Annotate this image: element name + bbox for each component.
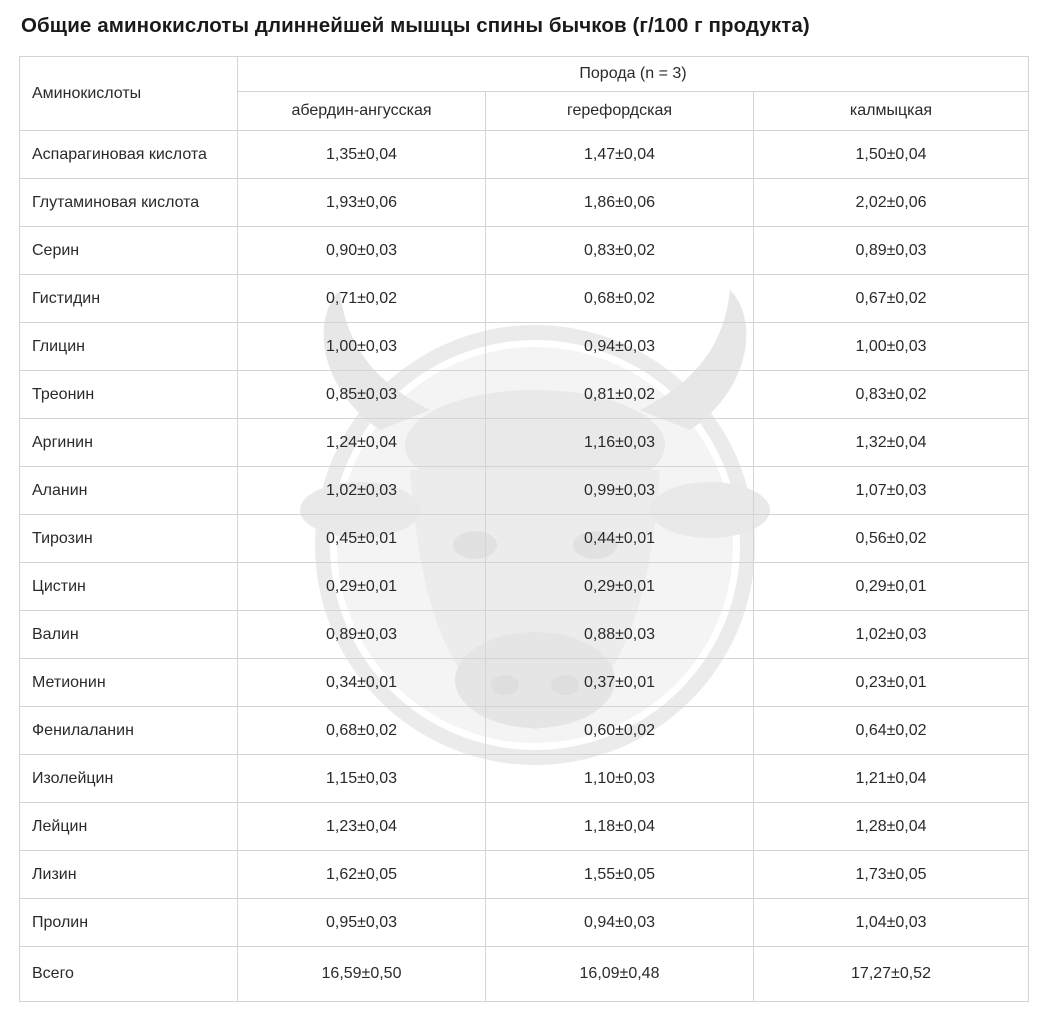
table-row	[20, 659, 1029, 707]
table-row	[20, 275, 1029, 323]
value-kalmyk: 1,02±0,03	[754, 611, 1029, 659]
amino-acid-name: Треонин	[20, 371, 238, 419]
value-kalmyk: 1,32±0,04	[754, 419, 1029, 467]
amino-acid-name: Глутаминовая кислота	[20, 179, 238, 227]
value-aberdeen-angus: 0,34±0,01	[238, 659, 486, 707]
value-aberdeen-angus: 0,68±0,02	[238, 707, 486, 755]
value-kalmyk: 0,89±0,03	[754, 227, 1029, 275]
amino-acid-name: Серин	[20, 227, 238, 275]
value-hereford: 1,86±0,06	[486, 179, 754, 227]
value-hereford: 0,88±0,03	[486, 611, 754, 659]
value-hereford: 0,83±0,02	[486, 227, 754, 275]
value-hereford: 0,94±0,03	[486, 323, 754, 371]
table-row	[20, 515, 1029, 563]
value-hereford: 1,47±0,04	[486, 131, 754, 179]
table-row	[20, 371, 1029, 419]
amino-acid-name: Метионин	[20, 659, 238, 707]
table-header-row	[20, 57, 1029, 92]
value-aberdeen-angus: 16,59±0,50	[238, 947, 486, 1002]
amino-acid-name: Цистин	[20, 563, 238, 611]
value-kalmyk: 0,29±0,01	[754, 563, 1029, 611]
amino-acid-name: Гистидин	[20, 275, 238, 323]
value-kalmyk: 1,21±0,04	[754, 755, 1029, 803]
amino-acid-name: Глицин	[20, 323, 238, 371]
value-kalmyk: 1,07±0,03	[754, 467, 1029, 515]
value-hereford: 0,37±0,01	[486, 659, 754, 707]
value-aberdeen-angus: 0,85±0,03	[238, 371, 486, 419]
value-kalmyk: 0,83±0,02	[754, 371, 1029, 419]
amino-acid-name: Валин	[20, 611, 238, 659]
value-aberdeen-angus: 1,35±0,04	[238, 131, 486, 179]
value-aberdeen-angus: 0,29±0,01	[238, 563, 486, 611]
value-kalmyk: 1,04±0,03	[754, 899, 1029, 947]
value-hereford: 0,99±0,03	[486, 467, 754, 515]
amino-acid-name: Лейцин	[20, 803, 238, 851]
value-hereford: 0,94±0,03	[486, 899, 754, 947]
value-aberdeen-angus: 1,02±0,03	[238, 467, 486, 515]
value-aberdeen-angus: 1,62±0,05	[238, 851, 486, 899]
value-aberdeen-angus: 1,15±0,03	[238, 755, 486, 803]
value-kalmyk: 0,64±0,02	[754, 707, 1029, 755]
column-header-hereford: герефордская	[486, 92, 754, 131]
amino-acid-name: Аланин	[20, 467, 238, 515]
value-kalmyk: 2,02±0,06	[754, 179, 1029, 227]
amino-acid-name: Изолейцин	[20, 755, 238, 803]
value-aberdeen-angus: 1,23±0,04	[238, 803, 486, 851]
table-row	[20, 947, 1029, 1002]
value-hereford: 0,81±0,02	[486, 371, 754, 419]
value-aberdeen-angus: 1,24±0,04	[238, 419, 486, 467]
amino-acid-name: Лизин	[20, 851, 238, 899]
value-kalmyk: 0,23±0,01	[754, 659, 1029, 707]
value-hereford: 1,18±0,04	[486, 803, 754, 851]
column-header-aberdeen-angus: абердин-ангусская	[238, 92, 486, 131]
value-hereford: 1,55±0,05	[486, 851, 754, 899]
amino-acid-name: Аспарагиновая кислота	[20, 131, 238, 179]
table-row	[20, 611, 1029, 659]
table-row	[20, 899, 1029, 947]
value-aberdeen-angus: 1,93±0,06	[238, 179, 486, 227]
value-aberdeen-angus: 0,89±0,03	[238, 611, 486, 659]
amino-acids-table	[19, 56, 1029, 1002]
value-hereford: 1,16±0,03	[486, 419, 754, 467]
table-row	[20, 707, 1029, 755]
value-hereford: 0,68±0,02	[486, 275, 754, 323]
table-row	[20, 227, 1029, 275]
value-aberdeen-angus: 0,71±0,02	[238, 275, 486, 323]
table-row	[20, 179, 1029, 227]
table-row	[20, 323, 1029, 371]
value-hereford: 0,29±0,01	[486, 563, 754, 611]
value-kalmyk: 0,67±0,02	[754, 275, 1029, 323]
value-kalmyk: 1,00±0,03	[754, 323, 1029, 371]
table-row	[20, 467, 1029, 515]
value-kalmyk: 1,28±0,04	[754, 803, 1029, 851]
amino-acid-name: Пролин	[20, 899, 238, 947]
value-kalmyk: 0,56±0,02	[754, 515, 1029, 563]
amino-acid-name: Всего	[20, 947, 238, 1002]
value-kalmyk: 17,27±0,52	[754, 947, 1029, 1002]
table-row	[20, 563, 1029, 611]
table-row	[20, 851, 1029, 899]
value-kalmyk: 1,73±0,05	[754, 851, 1029, 899]
value-hereford: 1,10±0,03	[486, 755, 754, 803]
table-row	[20, 755, 1029, 803]
value-aberdeen-angus: 0,45±0,01	[238, 515, 486, 563]
value-kalmyk: 1,50±0,04	[754, 131, 1029, 179]
amino-acid-name: Аргинин	[20, 419, 238, 467]
amino-acid-name: Фенилаланин	[20, 707, 238, 755]
value-hereford: 0,44±0,01	[486, 515, 754, 563]
table-row	[20, 131, 1029, 179]
value-hereford: 0,60±0,02	[486, 707, 754, 755]
table-row	[20, 803, 1029, 851]
value-aberdeen-angus: 0,95±0,03	[238, 899, 486, 947]
column-header-amino-acids: Аминокислоты	[20, 57, 238, 131]
table-row	[20, 419, 1029, 467]
value-aberdeen-angus: 0,90±0,03	[238, 227, 486, 275]
column-header-kalmyk: калмыцкая	[754, 92, 1029, 131]
value-hereford: 16,09±0,48	[486, 947, 754, 1002]
column-group-header-breed: Порода (n = 3)	[238, 57, 1029, 92]
amino-acid-name: Тирозин	[20, 515, 238, 563]
page-title: Общие аминокислоты длиннейшей мышцы спины бычков (г/100 г продукта)	[21, 14, 810, 37]
value-aberdeen-angus: 1,00±0,03	[238, 323, 486, 371]
